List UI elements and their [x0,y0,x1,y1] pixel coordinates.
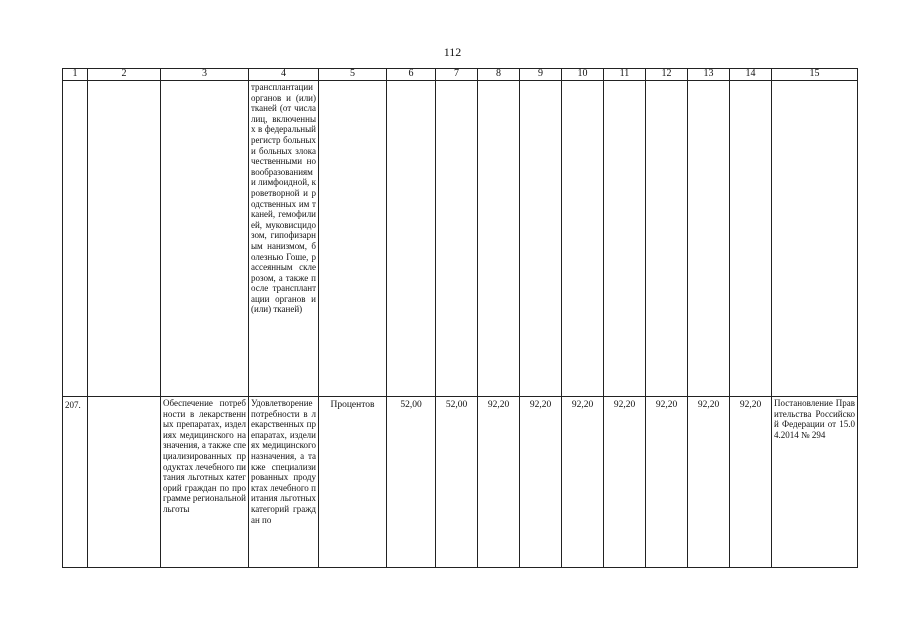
column-header: 11 [604,69,646,81]
unit-cell: Процентов [319,397,387,568]
value-cell: 52,00 [436,397,478,568]
value-cell: 92,20 [646,397,688,568]
table-cell [88,397,161,568]
column-header: 2 [88,69,161,81]
column-header: 7 [436,69,478,81]
column-header: 9 [520,69,562,81]
value-cell: 92,20 [478,397,520,568]
table-cell [688,81,730,397]
table-row [63,397,858,568]
column-header: 13 [688,69,730,81]
value-cell: 92,20 [520,397,562,568]
indicator-text-cell: трансплантации органов и (или) тканей (от числа лиц, включенных в федеральный регистр больных и больных злокачественными новообразованиями лимфоидной, кроветворной и родственных им тканей, гемофилией, муковисцидозом, гипофизарным нанизмом, болезнью Гоше, рассеянным склерозом, а также после трансплантации органов и (или) тканей) [249,81,319,397]
column-header: 6 [387,69,436,81]
column-header: 3 [161,69,249,81]
column-header: 1 [63,69,88,81]
table-cell [730,81,772,397]
legal-basis-cell: Постановление Правительства Российской Федерации от 15.04.2014 № 294 [772,397,858,568]
table-cell [562,81,604,397]
table-cell [520,81,562,397]
column-header: 4 [249,69,319,81]
column-header: 5 [319,69,387,81]
row-number-cell: 207. [63,397,88,568]
column-header: 15 [772,69,858,81]
table-cell [88,81,161,397]
value-cell: 92,20 [604,397,646,568]
page-number: 112 [443,45,462,59]
table-cell [772,81,858,397]
value-cell: 92,20 [562,397,604,568]
data-table [62,68,858,568]
table-header-row [63,69,858,81]
table-row [63,81,858,397]
event-name-cell: Обеспечение потребности в лекарственных препаратах, изделиях медицинского назначения, а также специализированных продуктах лечебного питания льготных категорий граждан по программе региональной льготы [161,397,249,568]
table-cell [604,81,646,397]
column-header: 8 [478,69,520,81]
value-cell: 52,00 [387,397,436,568]
table-cell [387,81,436,397]
value-cell: 92,20 [730,397,772,568]
column-header: 14 [730,69,772,81]
table-cell [436,81,478,397]
indicator-text-cell: Удовлетворение потребности в лекарственных препаратах, изделиях медицинского назначения, а также специализированных продуктах лечебного питания льготных категорий граждан по [249,397,319,568]
table-cell [319,81,387,397]
row-number-cell [63,81,88,397]
column-header: 12 [646,69,688,81]
table-cell [646,81,688,397]
value-cell: 92,20 [688,397,730,568]
table-cell [478,81,520,397]
column-header: 10 [562,69,604,81]
table-cell [161,81,249,397]
